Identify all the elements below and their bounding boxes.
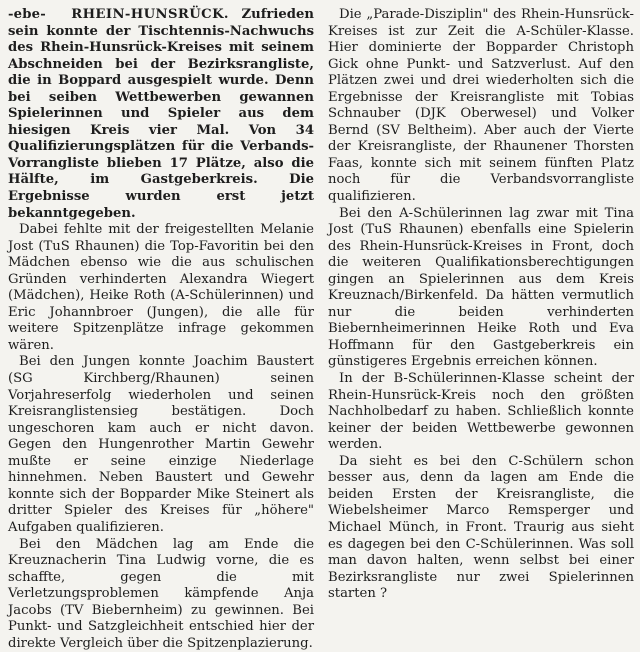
article-paragraph: Bei den Mädchen lag am Ende die Kreuznacherin Tina Ludwig vorne, die es schaffte, gegen die mit Verletzungsproblemen kämpfende Anja Jacobs (TV Biebernheim) zu gewinnen. Bei Punkt- und Satzgleichheit entschied hier der direkte Vergleich über die Spitzenplazierung. [8,537,314,652]
article-paragraph: Die „Parade-Disziplin" des Rhein-Hunsrück-Kreises ist zur Zeit die A-Schüler-Klasse. Hier dominierte der Bopparder Christoph Gick ohne Punkt- und Satzverlust. Auf den Plätzen zwei und drei wiederholten sich die Ergebnisse der Kreisrangliste mit Tobias Schnauber (DJK Oberwesel) und Volker Bernd (SV Beltheim). Aber auch der Vierte der Kreisrangliste, der Rhaunener Thorsten Faas, konnte sich mit seinem fünften Platz noch für die Verbandsvorrangliste qualifizieren. [328,7,634,206]
article-paragraph: Dabei fehlte mit der freigestellten Melanie Jost (TuS Rhaunen) die Top-Favoritin bei den Mädchen ebenso wie die aus schulischen Gründen verhinderten Alexandra Wiegert (Mädchen), Heike Roth (A-Schülerinnen) und Eric Johannbroer (Jungen), die alle für weitere Spitzenplätze infrage gekommen wären. [8,222,314,354]
author-kicker: -ebe- [8,7,46,22]
article-column-right [328,7,634,628]
article-column-left [8,7,314,628]
article-paragraph: In der B-Schülerinnen-Klasse scheint der Rhein-Hunsrück-Kreis noch den größten Nachholbedarf zu haben. Schließlich konnte keiner der beiden Wettbewerbe gewonnen werden. [328,371,634,454]
article-paragraph: Bei den A-Schülerinnen lag zwar mit Tina Jost (TuS Rhaunen) ebenfalls eine Spielerin des Rhein-Hunsrück-Kreises in Front, doch die weiteren Qualifikationsberechtigungen gingen an Spielerinnen aus dem Kreis Kreuznach/Birkenfeld. Da hätten vermutlich nur die beiden verhinderten Biebernheimerinnen Heike Roth und Eva Hoffmann für den Gastgeberkreis ein günstigeres Ergebnis erreichen können. [328,206,634,371]
lead-text: Zufrieden sein konnte der Tischtennis-Nachwuchs des Rhein-Hunsrück-Kreises mit seinem Abschneiden bei der Bezirksrangliste, die in Boppard ausgespielt wurde. Denn bei seiben Wettbewerben gewannen Spielerinnen und Spieler aus dem hiesigen Kreis vier Mal. Von 34 Qualifizierungsplätzen für die Verbands-Vorrangliste blieben 17 Plätze, also die Hälfte, im Gastgeberkreis. Die Ergebnisse wurden erst jetzt bekanntgegeben. [8,7,314,221]
article-lead-paragraph [8,7,314,222]
article-paragraph: Bei den Jungen konnte Joachim Baustert (SG Kirchberg/Rhaunen) seinen Vorjahreserfolg wiederholen und seinen Kreisranglistensieg bestätigen. Doch ungeschoren kam auch er nicht davon. Gegen den Hungenrother Martin Gewehr mußte er seine einzige Niederlage hinnehmen. Neben Baustert und Gewehr konnte sich der Bopparder Mike Steinert als dritter Spieler des Kreises für „höhere" Aufgaben qualifizieren. [8,354,314,536]
article-paragraph: Da sieht es bei den C-Schülern schon besser aus, denn da lagen am Ende die beiden Ersten der Kreisrangliste, die Wiebelsheimer Marco Remsperger und Michael Münch, in Front. Traurig aus sieht es dagegen bei den C-Schülerinnen. Was soll man davon halten, wenn selbst bei einer Bezirksrangliste nur zwei Spielerinnen starten ? [328,454,634,603]
dateline-place: RHEIN-HUNSRÜCK. [71,7,229,22]
